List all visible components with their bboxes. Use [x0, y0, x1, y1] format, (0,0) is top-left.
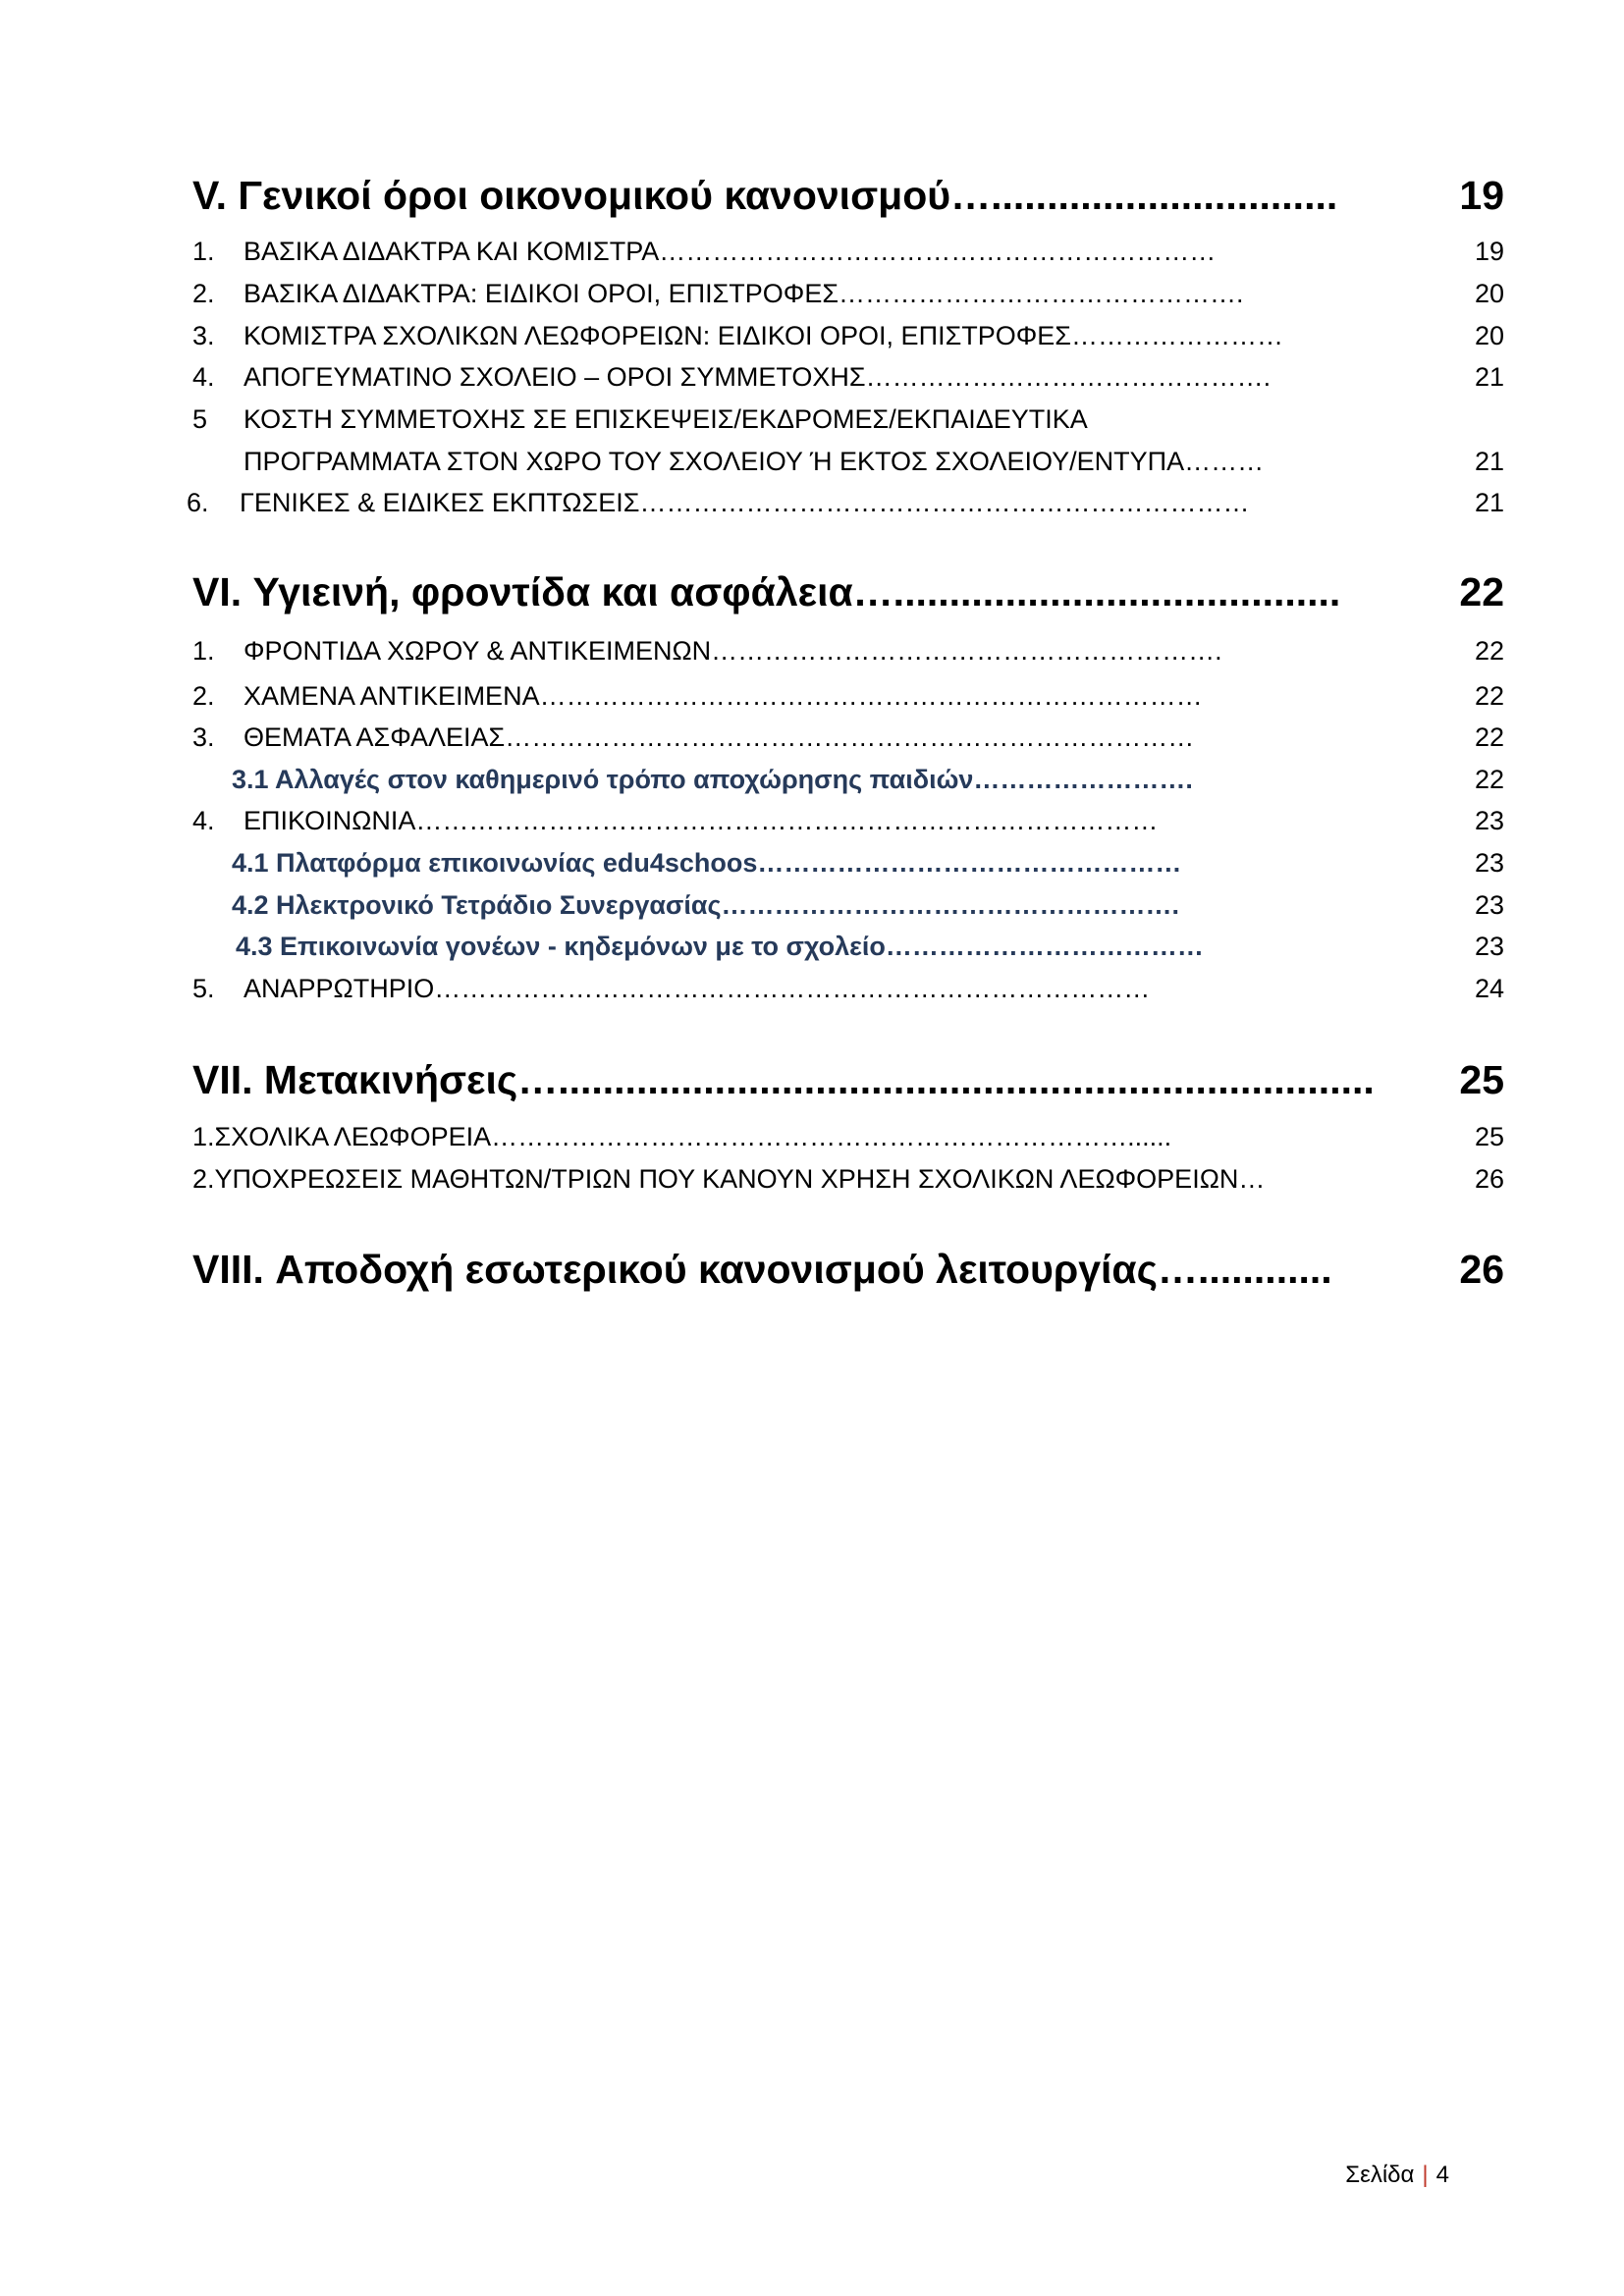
toc-entry-text: 2.ΥΠΟΧΡΕΩΣΕΙΣ ΜΑΘΗΤΩΝ/ΤΡΙΩΝ ΠΟΥ ΚΑΝΟΥΝ ΧΡΗΣΗ ΣΧΟΛΙΚΩΝ ΛΕΩΦΟΡΕΙΩΝ…: [192, 1164, 1266, 1194]
toc-entry-continuation[interactable]: [192, 447, 1504, 486]
toc-entry-text: ΠΡΟΓΡΑΜΜΑΤΑ ΣΤΟΝ ΧΩΡΟ ΤΟΥ ΣΧΟΛΕΙΟΥ Ή ΕΚΤΟΣ ΣΧΟΛΕΙΟΥ/ΕΝΤΥΠΑ………: [244, 447, 1265, 476]
toc-entry-text: ΚΟΣΤΗ ΣΥΜΜΕΤΟΧΗΣ ΣΕ ΕΠΙΣΚΕΨΕΙΣ/ΕΚΔΡΟΜΕΣ/ΕΚΠΑΙΔΕΥΤΙΚΑ: [244, 404, 1088, 434]
toc-entry-number: 6.: [187, 488, 209, 517]
toc-entry-text: ΕΠΙΚΟΙΝΩΝΙΑ…………………………………………………………………………: [244, 806, 1159, 835]
toc-entry[interactable]: [192, 636, 1504, 675]
toc-subentry-text: 4.3 Επικοινωνία γονέων - κηδεμόνων με το σχολείο………………………………: [236, 932, 1204, 961]
toc-entry[interactable]: [192, 1164, 1504, 1203]
toc-entry[interactable]: [192, 974, 1504, 1013]
toc-entry-page: 23: [1474, 848, 1504, 878]
toc-entry-page: 23: [1474, 890, 1504, 920]
toc-entry-page: 20: [1474, 321, 1504, 350]
toc-entry-number: 4.: [192, 806, 215, 835]
toc-heading-page: 26: [1459, 1247, 1504, 1292]
toc-entry[interactable]: [192, 722, 1504, 762]
toc-entry-page: 20: [1474, 279, 1504, 308]
toc-subentry-text: 4.2 Ηλεκτρονικό Τετράδιο Συνεργασίας…………………………………………….: [232, 890, 1180, 920]
toc-heading-title: V. Γενικοί όροι οικονομικού κανονισμού…...............................: [192, 173, 1338, 218]
toc-heading-title: VII. Μετακινήσεις….........................................................................: [192, 1057, 1375, 1102]
toc-subentry[interactable]: [192, 765, 1504, 804]
toc-entry-text: ΓΕΝΙΚΕΣ & ΕΙΔΙΚΕΣ ΕΚΠΤΩΣΕΙΣ……………………………………………………………: [240, 488, 1250, 517]
toc-entry[interactable]: [192, 237, 1504, 276]
toc-entry[interactable]: [192, 681, 1504, 721]
toc-subentry-text: 4.1 Πλατφόρμα επικοινωνίας edu4schoos…………………………………………: [232, 848, 1182, 878]
toc-entry-text: ΒΑΣΙΚΑ ΔΙΔΑΚΤΡΑ: ΕΙΔΙΚΟΙ ΟΡΟΙ, ΕΠΙΣΤΡΟΦΕΣ……………………………………….: [244, 279, 1244, 308]
toc-heading-viii[interactable]: [192, 1247, 1504, 1306]
toc-entry-number: 3.: [192, 722, 215, 752]
toc-subentry[interactable]: [192, 890, 1504, 930]
toc-entry-page: 23: [1474, 806, 1504, 835]
toc-entry-text: ΑΝΑΡΡΩΤΗΡΙΟ………………………………………………………………………: [244, 974, 1151, 1003]
toc-entry[interactable]: [192, 1122, 1504, 1161]
toc-entry-number: 3.: [192, 321, 215, 350]
toc-entry[interactable]: [192, 362, 1504, 401]
toc-entry-text: ΧΑΜΕΝΑ ΑΝΤΙΚΕΙΜΕΝΑ…………………………………………………………………: [244, 681, 1203, 711]
toc-entry[interactable]: [192, 806, 1504, 845]
toc-entry[interactable]: [187, 488, 1504, 527]
toc-entry-page: 22: [1474, 681, 1504, 711]
toc-entry-page: 24: [1474, 974, 1504, 1003]
toc-subentry[interactable]: [192, 932, 1504, 971]
toc-entry-number: 5: [192, 404, 208, 434]
toc-heading-vi[interactable]: [192, 569, 1504, 628]
toc-subentry-text: 3.1 Αλλαγές στον καθημερινό τρόπο αποχώρησης παιδιών…………………….: [232, 765, 1193, 794]
toc-entry-page: 22: [1474, 765, 1504, 794]
toc-heading-title: VIII. Αποδοχή εσωτερικού κανονισμού λειτουργίας…............: [192, 1247, 1332, 1292]
toc-entry-text: 1.ΣΧΟΛΙΚΑ ΛΕΩΦΟΡΕΙΑ………………………………………………………………......: [192, 1122, 1172, 1151]
footer-page-label: Σελίδα: [1345, 2162, 1415, 2188]
toc-heading-title: VI. Υγιεινή, φροντίδα και ασφάλεια…........................................: [192, 569, 1341, 614]
toc-heading-v[interactable]: [192, 173, 1504, 232]
toc-entry-number: 1.: [192, 237, 215, 266]
toc-subentry[interactable]: [192, 848, 1504, 887]
toc-entry-page: 21: [1474, 362, 1504, 392]
toc-entry-page: 26: [1474, 1164, 1504, 1194]
toc-entry-page: 25: [1474, 1122, 1504, 1151]
toc-entry-page: 21: [1474, 488, 1504, 517]
toc-entry-number: 2.: [192, 279, 215, 308]
toc-heading-vii[interactable]: [192, 1057, 1504, 1116]
toc-entry-number: 2.: [192, 681, 215, 711]
toc-entry-text: ΚΟΜΙΣΤΡΑ ΣΧΟΛΙΚΩΝ ΛΕΩΦΟΡΕΙΩΝ: ΕΙΔΙΚΟΙ ΟΡΟΙ, ΕΠΙΣΤΡΟΦΕΣ……………………: [244, 321, 1283, 350]
toc-entry-page: 23: [1474, 932, 1504, 961]
toc-entry[interactable]: [192, 321, 1504, 360]
toc-entry-page: 22: [1474, 722, 1504, 752]
toc-entry[interactable]: [192, 279, 1504, 318]
toc-heading-page: 25: [1459, 1057, 1504, 1102]
toc-heading-page: 19: [1459, 173, 1504, 218]
toc-entry[interactable]: [192, 404, 1504, 444]
toc-entry-number: 4.: [192, 362, 215, 392]
toc-entry-page: 22: [1474, 636, 1504, 666]
page-footer: [1345, 2162, 1449, 2189]
toc-entry-page: 19: [1474, 237, 1504, 266]
toc-entry-page: 21: [1474, 447, 1504, 476]
toc-entry-number: 1.: [192, 636, 215, 666]
toc-entry-text: ΒΑΣΙΚΑ ΔΙΔΑΚΤΡΑ ΚΑΙ ΚΟΜΙΣΤΡΑ………………………………………………………: [244, 237, 1217, 266]
toc-entry-number: 5.: [192, 974, 215, 1003]
footer-separator: |: [1422, 2162, 1429, 2188]
toc-entry-text: ΦΡΟΝΤΙΔΑ ΧΩΡΟΥ & ΑΝΤΙΚΕΙΜΕΝΩΝ………………………………………………….: [244, 636, 1222, 666]
footer-page-number: 4: [1435, 2162, 1449, 2188]
toc-entry-text: ΘΕΜΑΤΑ ΑΣΦΑΛΕΙΑΣ……………………………………………………………………: [244, 722, 1195, 752]
toc-heading-page: 22: [1459, 569, 1504, 614]
toc-entry-text: ΑΠΟΓΕΥΜΑΤΙΝΟ ΣΧΟΛΕΙΟ – ΟΡΟΙ ΣΥΜΜΕΤΟΧΗΣ……………………………………….: [244, 362, 1272, 392]
